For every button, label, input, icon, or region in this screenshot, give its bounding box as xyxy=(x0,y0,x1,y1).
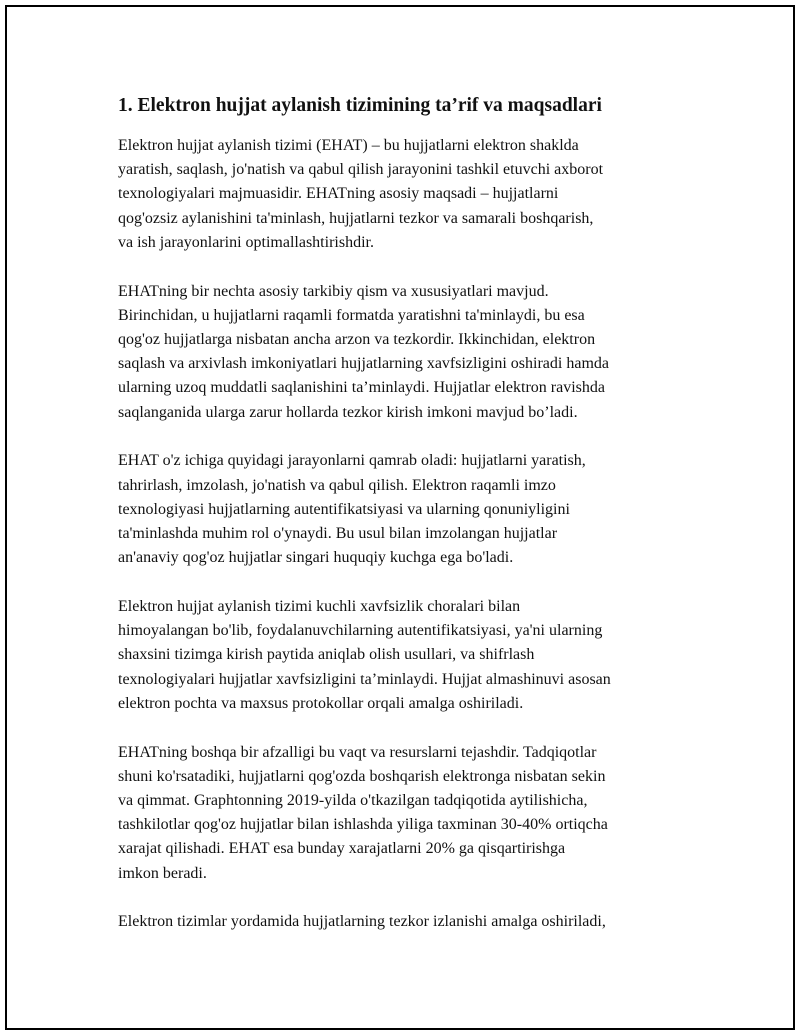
text-line: tashkilotlar qog'oz hujjatlar bilan ishlashda yiliga taxminan 30-40% ortiqcha xyxy=(118,816,608,834)
paragraph-5 xyxy=(118,741,686,886)
text-line: EHATning bir nechta asosiy tarkibiy qism va xususiyatlari mavjud. xyxy=(118,282,549,300)
text-line: xarajat qilishadi. EHAT esa bunday xarajatlarni 20% ga qisqartirishga xyxy=(118,840,566,858)
text-line: va ish jarayonlarini optimallashtirishdir. xyxy=(118,233,374,251)
paragraph-2 xyxy=(118,280,686,425)
paragraph-4 xyxy=(118,595,686,716)
paragraph-1 xyxy=(118,134,686,255)
text-line: Elektron hujjat aylanish tizimi kuchli xavfsizlik choralari bilan xyxy=(118,598,521,616)
text-line: himoyalangan bo'lib, foydalanuvchilarning autentifikatsiyasi, ya'ni ularning xyxy=(118,622,603,640)
text-line: Elektron tizimlar yordamida hujjatlarning tezkor izlanishi amalga oshiriladi, xyxy=(118,913,606,931)
text-line: imkon beradi. xyxy=(118,864,207,882)
text-line: texnologiyalari majmuasidir. EHATning asosiy maqsadi – hujjatlarni xyxy=(118,185,559,203)
paragraph-6 xyxy=(118,910,686,934)
text-line: saqlash va arxivlash imkoniyatlari hujjatlarning xavfsizligini oshiradi hamda xyxy=(118,355,609,373)
document-body xyxy=(118,92,686,935)
text-line: texnologiyasi hujjatlarning autentifikatsiyasi va ularning qonuniyligini xyxy=(118,500,570,518)
text-line: an'anaviy qog'oz hujjatlar singari huquqiy kuchga ega bo'ladi. xyxy=(118,549,514,567)
section-heading: 1. Elektron hujjat aylanish tizimining ta’rif va maqsadlari xyxy=(118,95,602,116)
text-line: ta'minlashda muhim rol o'ynaydi. Bu usul bilan imzolangan hujjatlar xyxy=(118,525,558,543)
text-line: qog'oz hujjatlarga nisbatan ancha arzon va tezkordir. Ikkinchidan, elektron xyxy=(118,331,596,349)
text-line: Elektron hujjat aylanish tizimi (EHAT) – bu hujjatlarni elektron shaklda xyxy=(118,137,579,154)
text-line: elektron pochta va maxsus protokollar orqali amalga oshiriladi. xyxy=(118,694,524,712)
text-line: Birinchidan, u hujjatlarni raqamli formatda yaratishni ta'minlaydi, bu esa xyxy=(118,306,585,324)
text-line: va qimmat. Graphtonning 2019-yilda o'tkazilgan tadqiqotida aytilishicha, xyxy=(118,792,588,810)
text-line: yaratish, saqlash, jo'natish va qabul qilish jarayonini tashkil etuvchi axborot xyxy=(118,161,604,179)
text-line: tahrirlash, imzolash, jo'natish va qabul qilish. Elektron raqamli imzo xyxy=(118,476,556,494)
text-line: shuni ko'rsatadiki, hujjatlarni qog'ozda boshqarish elektronga nisbatan sekin xyxy=(118,767,606,785)
text-line: qog'ozsiz aylanishini ta'minlash, hujjatlarni tezkor va samarali boshqarish, xyxy=(118,209,594,227)
text-line: texnologiyalari hujjatlar xavfsizligini ta’minlaydi. Hujjat almashinuvi asosan xyxy=(118,670,611,688)
text-line: saqlanganida ularga zarur hollarda tezkor kirish imkoni mavjud bo’ladi. xyxy=(118,403,578,421)
paragraph-3 xyxy=(118,449,686,570)
text-line: shaxsini tizimga kirish paytida aniqlab olish usullari, va shifrlash xyxy=(118,646,535,664)
text-line: ularning uzoq muddatli saqlanishini ta’minlaydi. Hujjatlar elektron ravishda xyxy=(118,379,605,397)
text-line: EHATning boshqa bir afzalligi bu vaqt va resurslarni tejashdir. Tadqiqotlar xyxy=(118,743,597,761)
text-line: EHAT o'z ichiga quyidagi jarayonlarni qamrab oladi: hujjatlarni yaratish, xyxy=(118,452,586,470)
